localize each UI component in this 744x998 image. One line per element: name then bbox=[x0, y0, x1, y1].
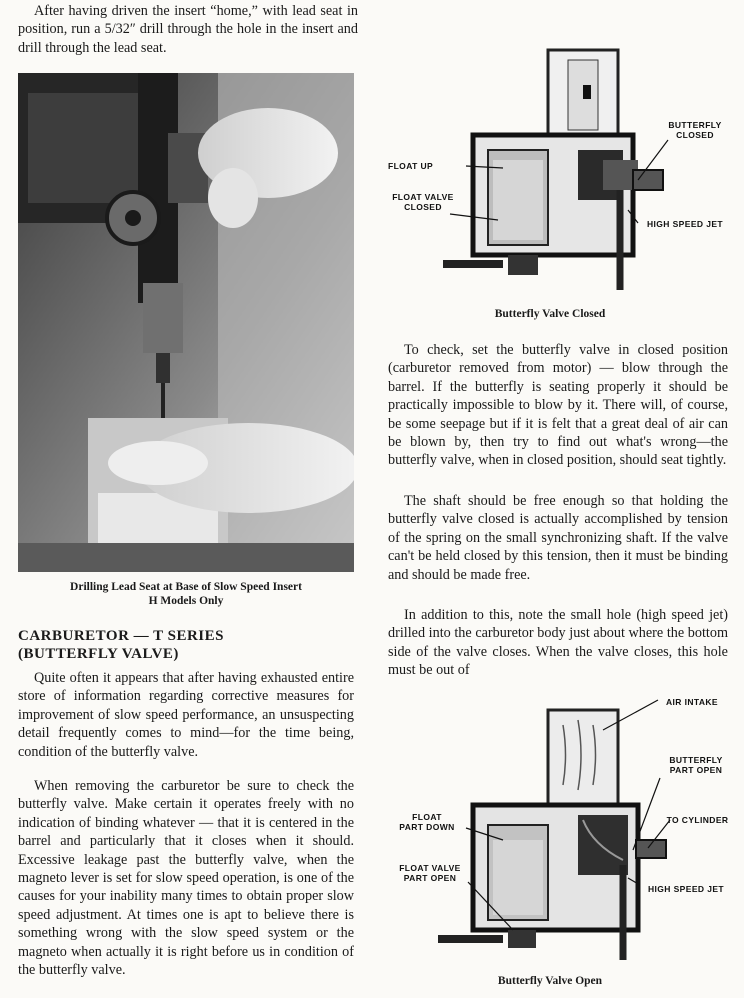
label-high-speed-jet-closed: HIGH SPEED JET bbox=[647, 219, 723, 229]
label-float-part-down bbox=[395, 812, 459, 832]
label-float-up: FLOAT UP bbox=[388, 161, 434, 171]
drilling-photo bbox=[18, 73, 354, 572]
photo-caption-line1: Drilling Lead Seat at Base of Slow Speed Insert bbox=[70, 581, 302, 593]
label-float-part-down-line1: FLOAT bbox=[412, 812, 442, 822]
right-paragraph-3: In addition to this, note the small hole (high speed jet) drilled into the carburetor body just about where the bottom side of the valve closes. When the valve closes, this hole must be out of bbox=[388, 607, 728, 679]
section-paragraph-2: When removing the carburetor be sure to check the butterfly valve. Make certain it operates freely with no indication of binding whatever — that it is centered in the barrel and particularly that it closes when it should. Excessive leakage past the butterfly valve, when the magneto lever is set for slow speed operation, is one of the causes for your inability many times to obtain proper slow speed adjustment. At times one is apt to believe there is something wrong with the slow speed system or the magneto when actually it is right before us in condition of the butterfly valve. bbox=[18, 778, 354, 979]
right-paragraph-1: To check, set the butterfly valve in closed position (carburetor removed from motor) — blow through the barrel. If the butterfly is seating properly it should be practically impossible to blow by it. There will, of course, be some seepage but if it is felt that a great deal of air can be blown by, then try to find out what's wrong—the butterfly valve, when in closed position, should seat tightly. bbox=[388, 342, 728, 469]
label-butterfly-closed-line1: BUTTERFLY bbox=[668, 120, 722, 130]
label-air-intake: AIR INTAKE bbox=[665, 697, 718, 707]
label-to-cylinder: TO CYLINDER bbox=[666, 815, 729, 825]
section-heading-line1: CARBURETOR — T SERIES bbox=[18, 628, 224, 644]
right-paragraph-2: The shaft should be free enough so that holding the butterfly valve closed is actually accomplished by tension of the spring on the small synchronizing shaft. If the valve can't be held closed by this tension, then it must be binding and should be made free. bbox=[388, 493, 728, 583]
section-heading-line2: (BUTTERFLY VALVE) bbox=[18, 646, 179, 662]
label-float-valve-part-open-line1: FLOAT VALVE bbox=[399, 863, 461, 873]
label-butterfly-part-open-line2: PART OPEN bbox=[669, 765, 723, 775]
label-butterfly-closed-line2: CLOSED bbox=[676, 130, 714, 140]
caption-butterfly-open: Butterfly Valve Open bbox=[497, 975, 603, 987]
photo-caption bbox=[18, 580, 354, 608]
label-butterfly-part-open bbox=[660, 755, 732, 775]
label-butterfly-closed bbox=[660, 120, 730, 140]
label-float-part-down-line2: PART DOWN bbox=[399, 822, 455, 832]
photo-caption-line2: H Models Only bbox=[148, 595, 224, 607]
intro-paragraph: After having driven the insert “home,” with lead seat in position, run a 5/32″ drill through the hole in the insert and drill through the lead seat. bbox=[18, 3, 358, 56]
label-butterfly-part-open-line1: BUTTERFLY bbox=[669, 755, 723, 765]
label-float-valve-closed-line1: FLOAT VALVE bbox=[392, 192, 454, 202]
label-float-valve-part-open bbox=[394, 863, 466, 883]
caption-butterfly-closed: Butterfly Valve Closed bbox=[494, 308, 606, 320]
label-float-valve-closed bbox=[388, 192, 458, 212]
label-float-valve-part-open-line2: PART OPEN bbox=[403, 873, 457, 883]
label-high-speed-jet-open: HIGH SPEED JET bbox=[648, 884, 724, 894]
section-heading bbox=[18, 627, 224, 663]
section-paragraph-1: Quite often it appears that after having exhausted entire store of information regarding corrective measures for improvement of slow speed performance, an unsuspecting detail frequently comes to mind—for the time being, condition of the butterfly valve. bbox=[18, 670, 354, 760]
label-float-valve-closed-line2: CLOSED bbox=[404, 202, 442, 212]
